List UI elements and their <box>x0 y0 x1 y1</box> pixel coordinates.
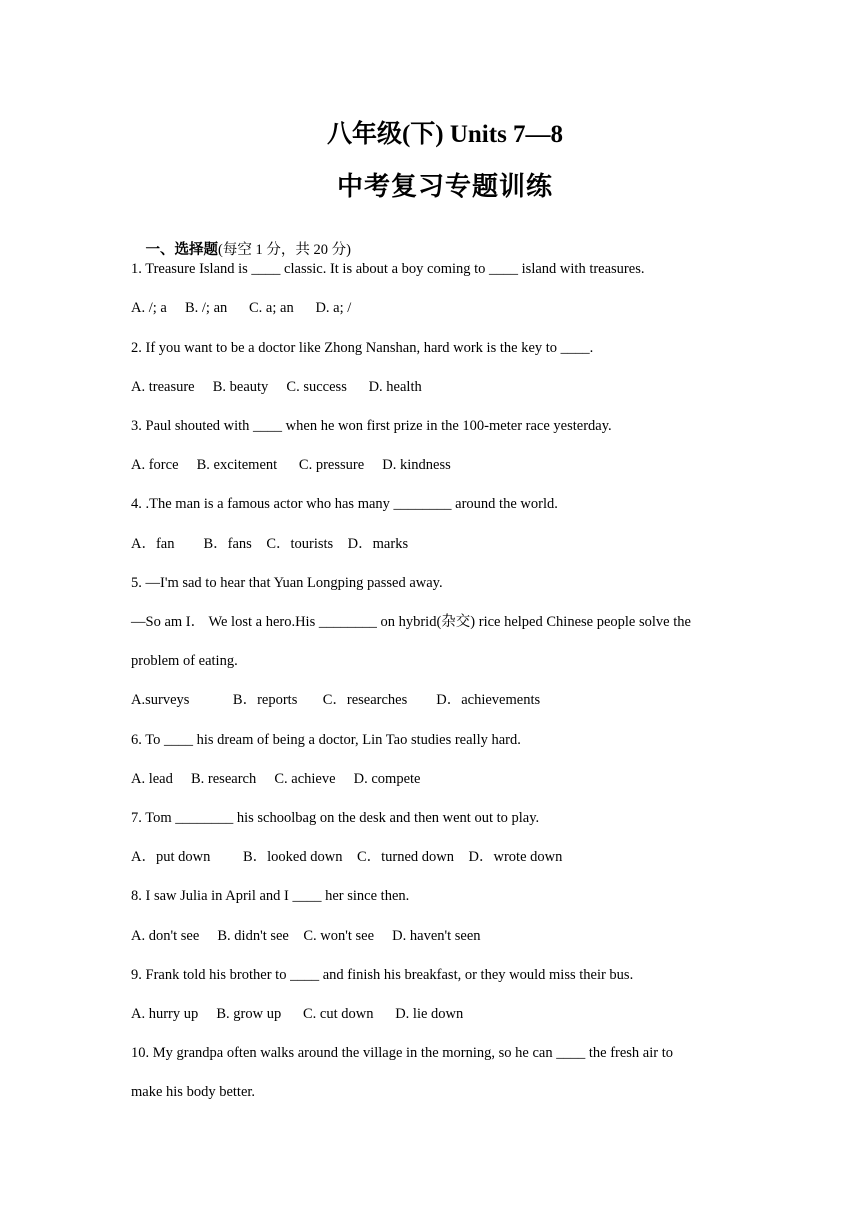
question-5-stem-line-3: problem of eating. <box>131 653 238 669</box>
document-title: 八年级(下) Units 7—8 <box>326 121 564 148</box>
question-9-stem: 9. Frank told his brother to ____ and finish his breakfast, or they would miss their bus. <box>131 967 634 983</box>
question-5-stem-line-1: 5. —I'm sad to hear that Yuan Longping passed away. <box>131 575 443 591</box>
question-9-options: A. hurry up B. grow up C. cut down D. lie down <box>131 1006 464 1022</box>
question-8-stem: 8. I saw Julia in April and I ____ her since then. <box>131 888 410 904</box>
question-1-stem: 1. Treasure Island is ____ classic. It is about a boy coming to ____ island with treasures. <box>131 261 645 277</box>
question-4-stem: 4. .The man is a famous actor who has many ________ around the world. <box>131 496 558 512</box>
question-2-stem: 2. If you want to be a doctor like Zhong Nanshan, hard work is the key to ____. <box>131 340 594 356</box>
question-6-options: A. lead B. research C. achieve D. compete <box>131 771 421 787</box>
question-8-options: A. don't see B. didn't see C. won't see D. haven't seen <box>131 928 481 944</box>
question-3-options: A. force B. excitement C. pressure D. kindness <box>131 457 451 473</box>
question-10-stem-line-1: 10. My grandpa often walks around the village in the morning, so he can ____ the fresh air to <box>131 1045 674 1061</box>
question-10-stem-line-2: make his body better. <box>131 1084 256 1100</box>
question-6-stem: 6. To ____ his dream of being a doctor, Lin Tao studies really hard. <box>131 732 521 748</box>
question-1-options: A. /; a B. /; an C. a; an D. a; / <box>131 300 352 316</box>
question-4-options: A．fan B．fans C．tourists D．marks <box>131 536 409 552</box>
question-3-stem: 3. Paul shouted with ____ when he won first prize in the 100-meter race yesterday. <box>131 418 612 434</box>
question-5-stem-line-2: —So am I． We lost a hero.His ________ on hybrid(杂交) rice helped Chinese people solve the <box>131 614 691 630</box>
document-subtitle: 中考复习专题训练 <box>336 172 553 201</box>
question-2-options: A. treasure B. beauty C. success D. health <box>131 379 422 395</box>
section-score-note: (每空 1 分，共 20 分) <box>218 242 351 258</box>
section-title: 一、选择题 <box>145 242 218 258</box>
question-5-options: A.surveys B．reports C．researches D．achievements <box>131 692 541 708</box>
question-7-options: A．put down B．looked down C．turned down D．wrote down <box>131 849 563 865</box>
question-7-stem: 7. Tom ________ his schoolbag on the desk and then went out to play. <box>131 810 540 826</box>
